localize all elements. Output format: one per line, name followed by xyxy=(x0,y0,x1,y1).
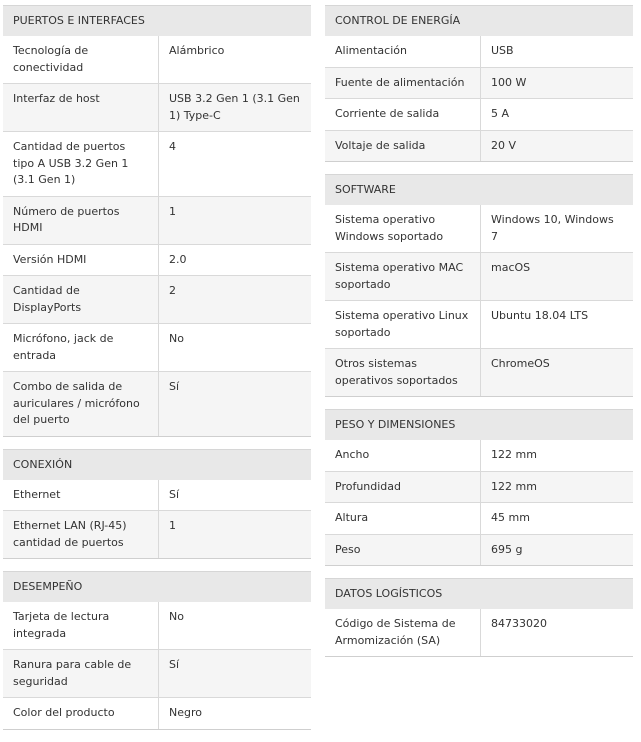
spec-value: Alámbrico xyxy=(159,36,312,84)
spec-row xyxy=(325,67,633,99)
spec-value: 20 V xyxy=(481,130,634,162)
spec-table xyxy=(3,480,311,560)
spec-key: Micrófono, jack de entrada xyxy=(3,324,159,372)
spec-value: macOS xyxy=(481,253,634,301)
spec-key: Sistema operativo Windows soportado xyxy=(325,205,481,253)
spec-row xyxy=(325,36,633,67)
spec-value: 5 A xyxy=(481,99,634,131)
spec-row xyxy=(325,440,633,471)
spec-row xyxy=(3,84,311,132)
spec-table xyxy=(3,602,311,730)
spec-value: Windows 10, Windows 7 xyxy=(481,205,634,253)
spec-table xyxy=(325,36,633,162)
spec-key: Alimentación xyxy=(325,36,481,67)
spec-row xyxy=(3,372,311,437)
spec-value: Sí xyxy=(159,650,312,698)
spec-row xyxy=(3,276,311,324)
spec-key: Tarjeta de lectura integrada xyxy=(3,602,159,650)
spec-key: Otros sistemas operativos soportados xyxy=(325,349,481,397)
section-software xyxy=(325,174,633,397)
spec-row xyxy=(3,602,311,650)
spec-key: Ethernet xyxy=(3,480,159,511)
spec-key: Peso xyxy=(325,534,481,566)
spec-value: 122 mm xyxy=(481,440,634,471)
spec-key: Altura xyxy=(325,503,481,535)
spec-value: 2 xyxy=(159,276,312,324)
section-title: PUERTOS E INTERFACES xyxy=(3,5,311,36)
spec-row xyxy=(325,609,633,657)
spec-value: Sí xyxy=(159,480,312,511)
spec-key: Sistema operativo Linux soportado xyxy=(325,301,481,349)
spec-value: 45 mm xyxy=(481,503,634,535)
spec-key: Voltaje de salida xyxy=(325,130,481,162)
spec-table xyxy=(325,205,633,397)
section-desempeno xyxy=(3,571,311,730)
spec-row xyxy=(325,205,633,253)
spec-key: Número de puertos HDMI xyxy=(3,196,159,244)
spec-row xyxy=(325,99,633,131)
spec-row xyxy=(325,471,633,503)
spec-row xyxy=(3,480,311,511)
section-conexion xyxy=(3,449,311,560)
spec-value: 4 xyxy=(159,132,312,197)
spec-value: 122 mm xyxy=(481,471,634,503)
spec-value: ChromeOS xyxy=(481,349,634,397)
spec-row xyxy=(3,244,311,276)
spec-key: Color del producto xyxy=(3,698,159,730)
spec-row xyxy=(325,253,633,301)
section-title: DESEMPEÑO xyxy=(3,571,311,602)
spec-key: Corriente de salida xyxy=(325,99,481,131)
spec-key: Fuente de alimentación xyxy=(325,67,481,99)
spec-row xyxy=(3,511,311,559)
spec-key: Ancho xyxy=(325,440,481,471)
section-control-energia xyxy=(325,5,633,162)
spec-key: Versión HDMI xyxy=(3,244,159,276)
spec-row xyxy=(325,534,633,566)
spec-key: Sistema operativo MAC soportado xyxy=(325,253,481,301)
spec-value: No xyxy=(159,324,312,372)
spec-value: 100 W xyxy=(481,67,634,99)
spec-key: Cantidad de puertos tipo A USB 3.2 Gen 1 (3.1 Gen 1) xyxy=(3,132,159,197)
spec-row xyxy=(325,301,633,349)
spec-table xyxy=(325,440,633,566)
spec-value: 84733020 xyxy=(481,609,634,657)
spec-key: Profundidad xyxy=(325,471,481,503)
spec-row xyxy=(3,698,311,730)
spec-row xyxy=(3,650,311,698)
spec-key: Ranura para cable de seguridad xyxy=(3,650,159,698)
spec-value: 1 xyxy=(159,196,312,244)
spec-key: Tecnología de conectividad xyxy=(3,36,159,84)
spec-value: 1 xyxy=(159,511,312,559)
section-title: SOFTWARE xyxy=(325,174,633,205)
spec-row xyxy=(3,132,311,197)
spec-value: Negro xyxy=(159,698,312,730)
spec-value: USB 3.2 Gen 1 (3.1 Gen 1) Type-C xyxy=(159,84,312,132)
spec-row xyxy=(325,503,633,535)
spec-value: Ubuntu 18.04 LTS xyxy=(481,301,634,349)
section-peso-dimensiones xyxy=(325,409,633,566)
spec-value: 695 g xyxy=(481,534,634,566)
spec-row xyxy=(3,324,311,372)
section-title: CONEXIÓN xyxy=(3,449,311,480)
spec-value: USB xyxy=(481,36,634,67)
spec-key: Código de Sistema de Armomización (SA) xyxy=(325,609,481,657)
spec-key: Combo de salida de auriculares / micrófono del puerto xyxy=(3,372,159,437)
section-puertos-interfaces xyxy=(3,5,311,437)
spec-row xyxy=(3,196,311,244)
section-datos-logisticos xyxy=(325,578,633,657)
spec-key: Ethernet LAN (RJ-45) cantidad de puertos xyxy=(3,511,159,559)
spec-row xyxy=(325,130,633,162)
spec-key: Cantidad de DisplayPorts xyxy=(3,276,159,324)
section-title: DATOS LOGÍSTICOS xyxy=(325,578,633,609)
spec-value: Sí xyxy=(159,372,312,437)
section-title: CONTROL DE ENERGÍA xyxy=(325,5,633,36)
section-title: PESO Y DIMENSIONES xyxy=(325,409,633,440)
spec-row xyxy=(325,349,633,397)
spec-value: No xyxy=(159,602,312,650)
spec-table xyxy=(3,36,311,437)
spec-key: Interfaz de host xyxy=(3,84,159,132)
left-column xyxy=(3,5,311,742)
right-column xyxy=(325,5,633,669)
spec-table xyxy=(325,609,633,657)
spec-row xyxy=(3,36,311,84)
spec-value: 2.0 xyxy=(159,244,312,276)
